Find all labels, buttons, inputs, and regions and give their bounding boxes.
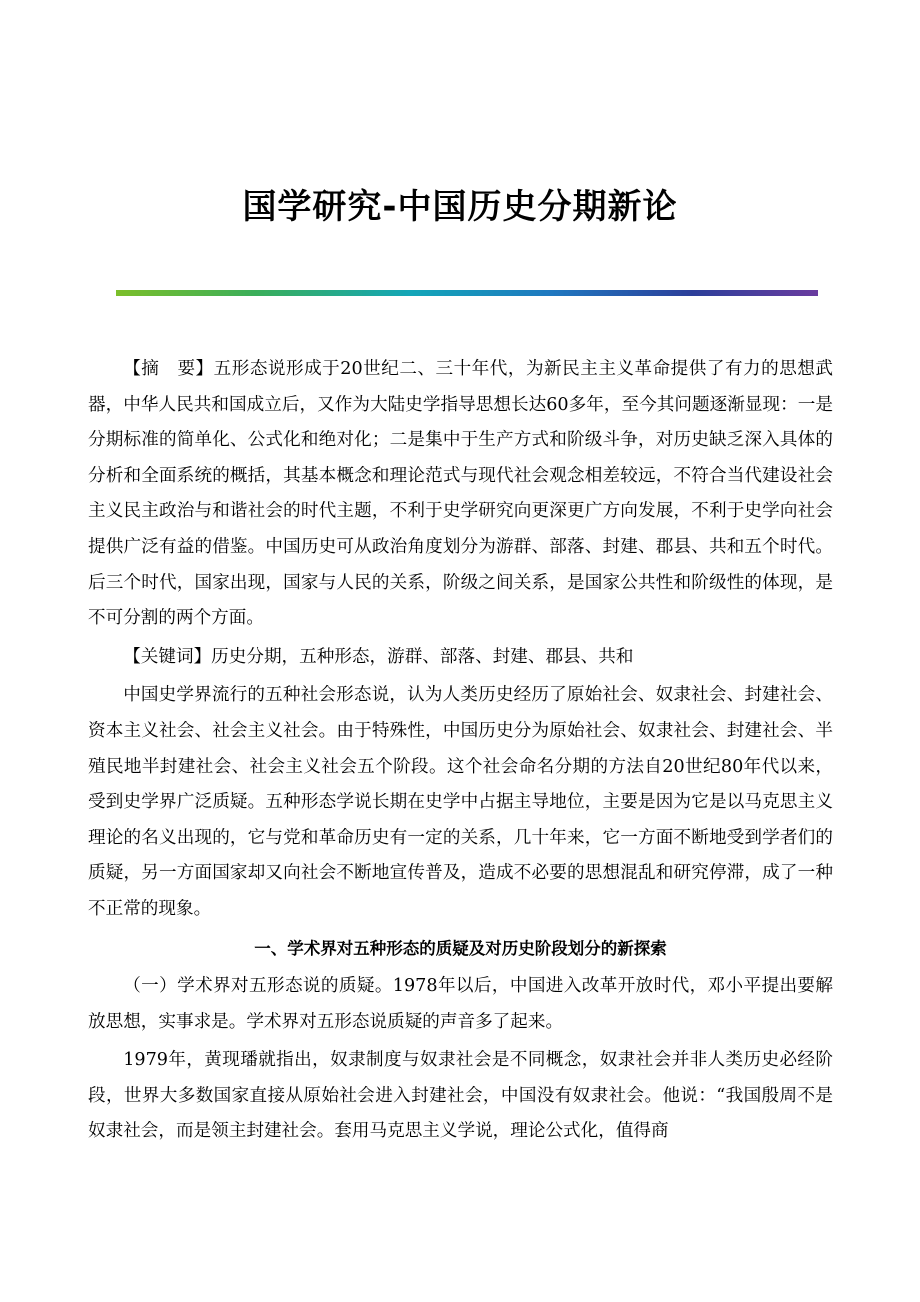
abstract-paragraph: 【摘 要】五形态说形成于20世纪二、三十年代，为新民主主义革命提供了有力的思想武器，中华人民共和国成立后，又作为大陆史学指导思想长达60多年，至今其问题逐渐显现：一是分期标准的简单化、公式化和绝对化；二是集中于生产方式和阶级斗争，对历史缺乏深入具体的分析和全面系统的概括，其基本概念和理论范式与现代社会观念相差较远，不符合当代建设社会主义民主政治与和谐社会的时代主题，不利于史学研究向更深更广方向发展，不利于史学向社会提供广泛有益的借鉴。中国历史可从政治角度划分为游群、部落、封建、郡县、共和五个时代。后三个时代，国家出现，国家与人民的关系，阶级之间关系，是国家公共性和阶级性的体现，是不可分割的两个方面。 — [88, 359, 833, 629]
document-title: 国学研究-中国历史分期新论 — [242, 187, 678, 227]
section-heading: 一、学术界对五种形态的质疑及对历史阶段划分的新探索 — [254, 938, 667, 958]
intro-paragraph: 中国史学界流行的五种社会形态说，认为人类历史经历了原始社会、奴隶社会、封建社会、资本主义社会、社会主义社会。由于特殊性，中国历史分为原始社会、奴隶社会、封建社会、半殖民地半封建社会、社会主义社会五个阶段。这个社会命名分期的方法自20世纪80年代以来，受到史学界广泛质疑。五种形态学说长期在史学中占据主导地位，主要是因为它是以马克思主义理论的名义出现的，它与党和革命历史有一定的关系，几十年来，它一方面不断地受到学者们的质疑，另一方面国家却又向社会不断地宣传普及，造成不必要的思想混乱和研究停滞，成了一种不正常的现象。 — [88, 685, 833, 919]
keywords-paragraph: 【关键词】历史分期，五种形态，游群、部落、封建、郡县、共和 — [123, 646, 634, 667]
title-divider-rule — [116, 290, 818, 296]
document-body — [88, 352, 833, 1153]
body-paragraph-1979: 1979年，黄现璠就指出，奴隶制度与奴隶社会是不同概念，奴隶社会并非人类历史必经阶段，世界大多数国家直接从原始社会进入封建社会，中国没有奴隶社会。他说：“我国殷周不是奴隶社会，而是领主封建社会。套用马克思主义学说，理论公式化，值得商 — [88, 1050, 833, 1142]
subsection-paragraph: （一）学术界对五形态说的质疑。1978年以后，中国进入改革开放时代，邓小平提出要解放思想，实事求是。学术界对五形态说质疑的声音多了起来。 — [88, 976, 833, 1032]
